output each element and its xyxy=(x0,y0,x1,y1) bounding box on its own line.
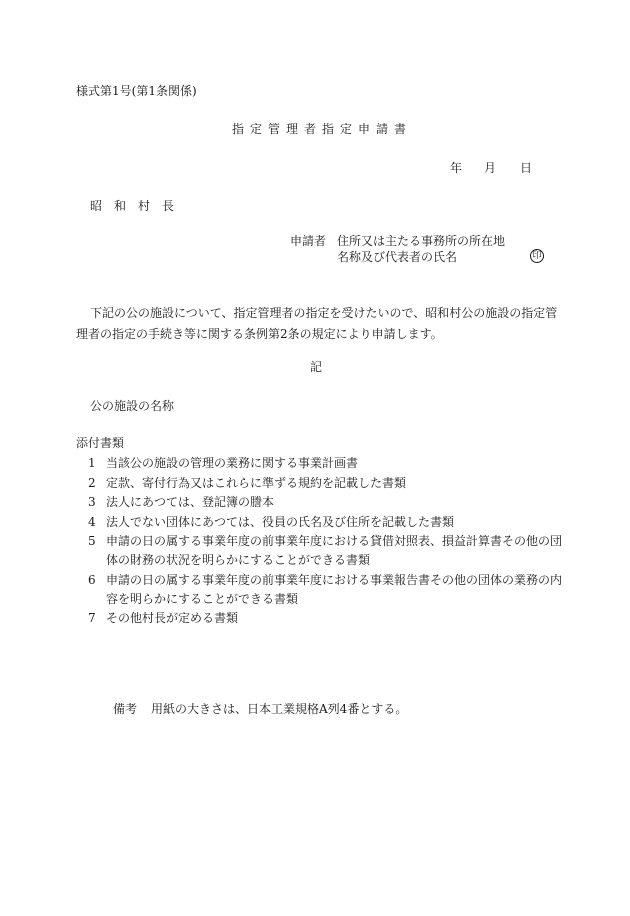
attachment-text: 申請の日の属する事業年度の前事業年度における事業報告書その他の団体の業務の内容を明らかにすることができる書類 xyxy=(106,572,563,606)
attachments-list xyxy=(88,454,562,629)
attachment-item xyxy=(88,532,562,570)
remarks-text: 用紙の大きさは、日本工業規格A列4番とする。 xyxy=(151,702,408,716)
remarks xyxy=(113,703,407,715)
attachment-item xyxy=(88,493,562,512)
attachment-text: 法人にあつては、登記簿の謄本 xyxy=(106,495,275,509)
remarks-label: 備考 xyxy=(113,702,138,716)
attachment-text: 当該公の施設の管理の業務に関する事業計画書 xyxy=(106,456,359,470)
attachment-number: 4 xyxy=(88,514,96,529)
attachment-number: 3 xyxy=(88,495,96,509)
seal-mark: 印 xyxy=(530,249,544,263)
attachment-number: 5 xyxy=(88,534,96,548)
facility-name-label: 公の施設の名称 xyxy=(90,399,175,413)
attachment-number: 1 xyxy=(88,456,96,470)
application-body-text: 下記の公の施設について、指定管理者の指定を受けたいので、昭和村公の施設の指定管理者の指定の手続き等に関する条例第2条の規定により申請します。 xyxy=(76,306,558,341)
ki-heading: 記 xyxy=(310,360,323,374)
date-line xyxy=(450,162,532,174)
attachments-title: 添付書類 xyxy=(76,436,125,450)
attachment-number: 6 xyxy=(88,572,96,587)
attachment-text: 申請の日の属する事業年度の前事業年度における貸借対照表、損益計算書その他の団体の財務の状況を明らかにすることができる書類 xyxy=(106,534,563,567)
attachment-number: 7 xyxy=(88,611,96,625)
attachment-number: 2 xyxy=(88,475,96,490)
form-number: 様式第1号(第1条関係) xyxy=(76,84,197,98)
attachment-item xyxy=(88,571,562,609)
attachment-item xyxy=(88,474,562,493)
attachment-text: 法人でない団体にあつては、役員の氏名及び住所を記載した書類 xyxy=(106,514,455,529)
document-title: 指定管理者指定申請書 xyxy=(232,122,413,136)
attachment-text: 定款、寄付行為又はこれらに準ずる規約を記載した書類 xyxy=(106,475,407,490)
date-day-label: 日 xyxy=(520,161,533,175)
attachment-item xyxy=(88,513,562,532)
applicant-name-label: 名称及び代表者の氏名 xyxy=(337,250,458,264)
date-month-label: 月 xyxy=(484,161,497,175)
applicant-address-label: 住所又は主たる事務所の所在地 xyxy=(337,234,506,248)
addressee: 昭和村長 xyxy=(90,199,187,213)
applicant-label: 申請者 xyxy=(290,234,327,248)
date-year-label: 年 xyxy=(450,161,463,175)
attachment-item xyxy=(88,454,562,473)
attachment-text: その他村長が定める書類 xyxy=(106,611,239,625)
attachment-item xyxy=(88,609,562,628)
